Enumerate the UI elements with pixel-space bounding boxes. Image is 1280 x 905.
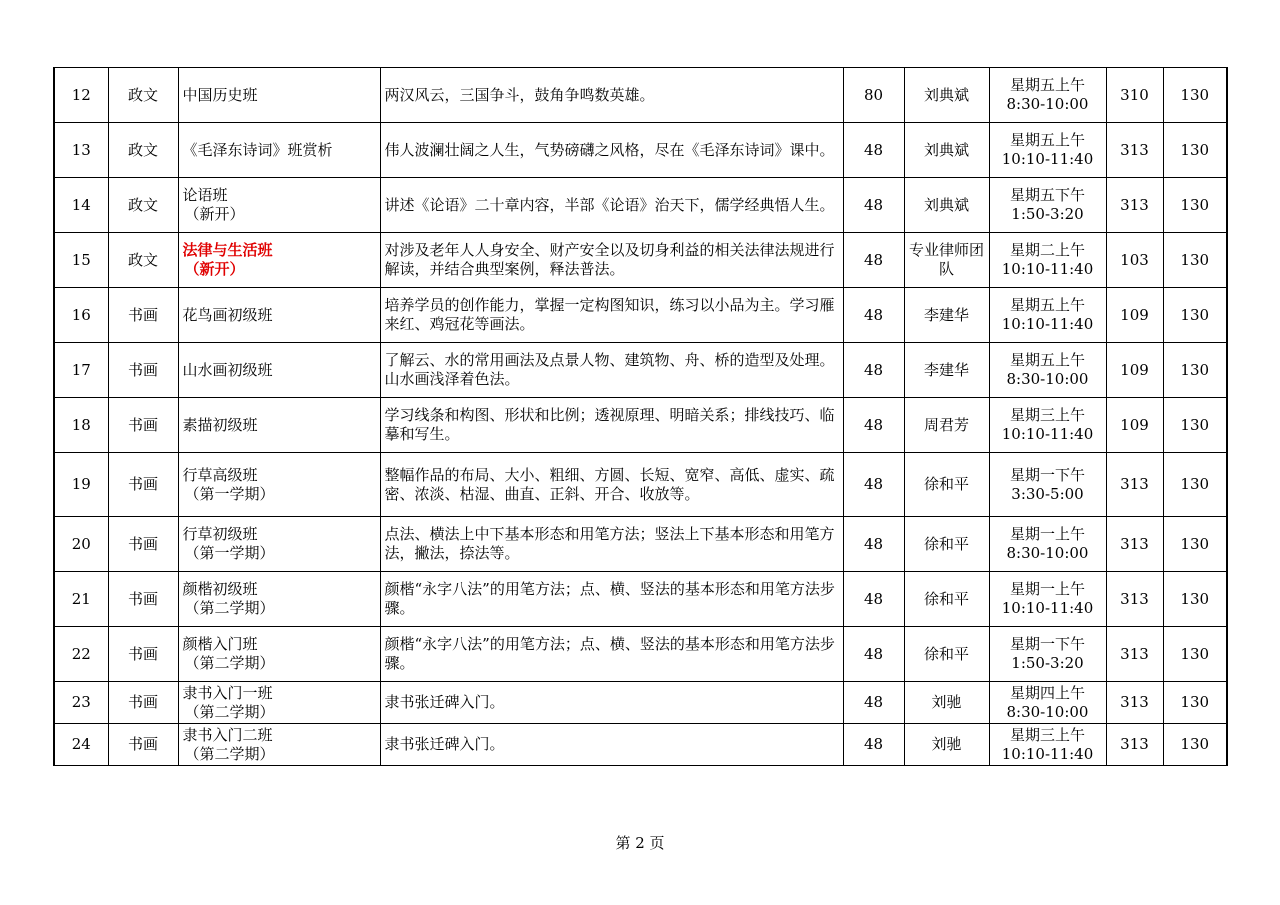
room-number: 313	[1120, 534, 1149, 553]
course-name: 行草初级班	[182, 525, 258, 543]
hours-cell	[843, 517, 904, 572]
room-cell	[1106, 178, 1163, 233]
course-term: （第二学期）	[184, 654, 275, 672]
schedule-cell	[989, 68, 1106, 123]
fee-cell	[1163, 682, 1227, 724]
course-description: 颜楷“永字八法”的用笔方法；点、横、竖法的基本形态和用笔方法步骤。	[384, 635, 835, 672]
row-number: 19	[71, 475, 91, 493]
schedule-time: 10:10-11:40	[1001, 150, 1094, 168]
course-name: 颜楷入门班	[182, 635, 258, 653]
hours-cell	[843, 398, 904, 453]
schedule-time: 8:30-10:00	[1006, 544, 1089, 562]
description-cell	[380, 724, 843, 766]
room-number: 103	[1120, 250, 1149, 269]
course-hours: 48	[863, 250, 884, 269]
page-number: 第 2 页	[615, 834, 665, 852]
teacher-name: 专业律师团队	[908, 241, 984, 278]
room-cell	[1106, 233, 1163, 288]
description-cell	[380, 68, 843, 123]
course-fee: 130	[1180, 250, 1210, 269]
teacher-cell	[904, 453, 989, 517]
course-name-cell	[178, 343, 380, 398]
category-cell	[108, 517, 178, 572]
row-number-cell	[54, 682, 108, 724]
category-cell	[108, 123, 178, 178]
category-cell	[108, 724, 178, 766]
course-description: 伟人波澜壮阔之人生，气势磅礴之风格，尽在《毛泽东诗词》课中。	[384, 140, 835, 159]
course-term: （新开）	[184, 260, 245, 278]
schedule-cell	[989, 233, 1106, 288]
row-number: 23	[71, 693, 91, 711]
hours-cell	[843, 288, 904, 343]
schedule-time: 8:30-10:00	[1006, 370, 1089, 388]
course-description: 讲述《论语》二十章内容，半部《论语》治天下，儒学经典悟人生。	[384, 195, 835, 214]
course-name-cell	[178, 123, 380, 178]
course-name: 颜楷初级班	[182, 580, 258, 598]
category-cell	[108, 682, 178, 724]
table-row	[54, 398, 1227, 453]
room-cell	[1106, 724, 1163, 766]
teacher-cell	[904, 682, 989, 724]
row-number-cell	[54, 123, 108, 178]
course-name: 法律与生活班	[182, 241, 273, 259]
room-number: 109	[1120, 305, 1149, 324]
course-description: 颜楷“永字八法”的用笔方法；点、横、竖法的基本形态和用笔方法步骤。	[384, 580, 835, 617]
category: 政文	[127, 85, 158, 104]
course-fee: 130	[1180, 534, 1210, 553]
teacher-cell	[904, 398, 989, 453]
course-term: （第二学期）	[184, 702, 275, 721]
schedule-time: 10:10-11:40	[1001, 599, 1094, 617]
course-fee: 130	[1180, 475, 1210, 493]
course-name: 花鸟画初级班	[182, 305, 273, 324]
course-term: （第一学期）	[184, 544, 275, 562]
fee-cell	[1163, 724, 1227, 766]
room-number: 310	[1120, 85, 1149, 104]
teacher-cell	[904, 68, 989, 123]
room-number: 313	[1120, 475, 1149, 493]
course-fee: 130	[1180, 305, 1210, 324]
course-name-cell	[178, 68, 380, 123]
category-cell	[108, 233, 178, 288]
teacher-cell	[904, 724, 989, 766]
course-name-cell	[178, 178, 380, 233]
course-name: 素描初级班	[182, 415, 258, 434]
teacher-cell	[904, 343, 989, 398]
row-number: 22	[71, 644, 91, 663]
fee-cell	[1163, 398, 1227, 453]
row-number-cell	[54, 398, 108, 453]
course-hours: 48	[863, 475, 884, 493]
schedule-cell	[989, 682, 1106, 724]
schedule-cell	[989, 288, 1106, 343]
fee-cell	[1163, 233, 1227, 288]
course-name: 中国历史班	[182, 85, 258, 104]
course-term: （第一学期）	[184, 484, 275, 503]
course-hours: 48	[863, 644, 884, 663]
room-cell	[1106, 627, 1163, 682]
course-fee: 130	[1180, 735, 1210, 753]
row-number-cell	[54, 288, 108, 343]
row-number: 18	[71, 415, 91, 434]
teacher-name: 徐和平	[923, 475, 969, 493]
room-number: 313	[1120, 693, 1149, 711]
fee-cell	[1163, 178, 1227, 233]
schedule-day: 星期五上午	[1009, 76, 1085, 94]
teacher-cell	[904, 178, 989, 233]
category: 书画	[127, 360, 158, 379]
row-number-cell	[54, 233, 108, 288]
course-fee: 130	[1180, 644, 1210, 663]
schedule-day: 星期四上午	[1009, 683, 1085, 702]
category-cell	[108, 343, 178, 398]
course-hours: 48	[863, 534, 884, 553]
course-term: （第二学期）	[184, 744, 275, 763]
room-number: 313	[1120, 644, 1149, 663]
table-row	[54, 123, 1227, 178]
course-name: 山水画初级班	[182, 360, 273, 379]
category-cell	[108, 398, 178, 453]
category: 书画	[127, 475, 158, 493]
category-cell	[108, 572, 178, 627]
course-description: 隶书张迁碑入门。	[384, 735, 505, 753]
row-number-cell	[54, 453, 108, 517]
hours-cell	[843, 343, 904, 398]
schedule-day: 星期一下午	[1009, 465, 1085, 484]
hours-cell	[843, 123, 904, 178]
course-description: 学习线条和构图、形状和比例；透视原理、明暗关系；排线技巧、临摹和写生。	[384, 406, 835, 443]
teacher-cell	[904, 517, 989, 572]
schedule-cell	[989, 178, 1106, 233]
course-fee: 130	[1180, 140, 1210, 159]
description-cell	[380, 233, 843, 288]
schedule-time: 8:30-10:00	[1006, 95, 1089, 113]
course-description: 点法、横法上中下基本形态和用笔方法；竖法上下基本形态和用笔方法，撇法，捺法等。	[384, 525, 835, 562]
description-cell	[380, 123, 843, 178]
hours-cell	[843, 178, 904, 233]
course-term: （新开）	[184, 205, 245, 223]
room-number: 109	[1120, 360, 1149, 379]
schedule-time: 10:10-11:40	[1001, 315, 1094, 333]
fee-cell	[1163, 572, 1227, 627]
row-number: 15	[71, 250, 91, 269]
teacher-name: 刘驰	[931, 735, 962, 753]
row-number-cell	[54, 724, 108, 766]
fee-cell	[1163, 517, 1227, 572]
hours-cell	[843, 724, 904, 766]
course-name: 隶书入门二班	[182, 725, 273, 744]
hours-cell	[843, 572, 904, 627]
course-name-cell	[178, 398, 380, 453]
row-number: 13	[71, 140, 91, 159]
schedule-day: 星期一上午	[1009, 525, 1085, 543]
description-cell	[380, 627, 843, 682]
course-description: 两汉风云，三国争斗，鼓角争鸣数英雄。	[384, 85, 655, 104]
row-number: 24	[71, 735, 91, 753]
course-hours: 48	[863, 415, 884, 434]
room-cell	[1106, 343, 1163, 398]
hours-cell	[843, 68, 904, 123]
teacher-name: 徐和平	[923, 589, 969, 608]
room-number: 313	[1120, 589, 1149, 608]
row-number-cell	[54, 178, 108, 233]
teacher-cell	[904, 627, 989, 682]
course-hours: 48	[863, 140, 884, 159]
course-table	[53, 67, 1228, 766]
description-cell	[380, 288, 843, 343]
table-row	[54, 682, 1227, 724]
hours-cell	[843, 627, 904, 682]
category: 书画	[127, 693, 158, 711]
row-number-cell	[54, 572, 108, 627]
hours-cell	[843, 682, 904, 724]
teacher-name: 李建华	[923, 360, 969, 379]
course-fee: 130	[1180, 195, 1210, 214]
row-number-cell	[54, 627, 108, 682]
row-number: 17	[71, 360, 91, 379]
category-cell	[108, 453, 178, 517]
description-cell	[380, 343, 843, 398]
schedule-cell	[989, 517, 1106, 572]
course-name: 行草高级班	[182, 465, 258, 484]
course-name-cell	[178, 233, 380, 288]
schedule-cell	[989, 123, 1106, 178]
teacher-name: 李建华	[923, 305, 969, 324]
category: 书画	[127, 415, 158, 434]
table-row	[54, 233, 1227, 288]
teacher-name: 刘典斌	[923, 85, 969, 104]
teacher-cell	[904, 288, 989, 343]
course-term: （第二学期）	[184, 599, 275, 617]
table-row	[54, 572, 1227, 627]
course-name-cell	[178, 517, 380, 572]
row-number-cell	[54, 68, 108, 123]
table-row	[54, 453, 1227, 517]
room-cell	[1106, 517, 1163, 572]
schedule-day: 星期二上午	[1009, 241, 1085, 259]
table-row	[54, 724, 1227, 766]
description-cell	[380, 453, 843, 517]
category: 书画	[127, 735, 158, 753]
course-name-cell	[178, 288, 380, 343]
schedule-time: 1:50-3:20	[1011, 205, 1084, 223]
row-number: 14	[71, 195, 91, 214]
category: 书画	[127, 305, 158, 324]
schedule-cell	[989, 453, 1106, 517]
course-description: 了解云、水的常用画法及点景人物、建筑物、舟、桥的造型及处理。山水画浅泽着色法。	[384, 351, 835, 388]
course-fee: 130	[1180, 360, 1210, 379]
category: 书画	[127, 589, 158, 608]
schedule-day: 星期三上午	[1009, 406, 1085, 424]
course-fee: 130	[1180, 589, 1210, 608]
schedule-cell	[989, 572, 1106, 627]
fee-cell	[1163, 123, 1227, 178]
teacher-name: 刘驰	[931, 693, 962, 711]
teacher-name: 徐和平	[923, 534, 969, 553]
category: 书画	[127, 644, 158, 663]
fee-cell	[1163, 288, 1227, 343]
schedule-day: 星期一下午	[1009, 635, 1085, 653]
fee-cell	[1163, 453, 1227, 517]
course-hours: 48	[863, 693, 884, 711]
schedule-day: 星期五下午	[1009, 186, 1085, 204]
row-number-cell	[54, 343, 108, 398]
category-cell	[108, 627, 178, 682]
schedule-time: 8:30-10:00	[1006, 702, 1089, 721]
course-description: 隶书张迁碑入门。	[384, 693, 505, 711]
row-number: 20	[71, 534, 91, 553]
room-cell	[1106, 453, 1163, 517]
room-cell	[1106, 398, 1163, 453]
table-row	[54, 288, 1227, 343]
room-number: 109	[1120, 415, 1149, 434]
category: 政文	[127, 195, 158, 214]
schedule-time: 10:10-11:40	[1001, 260, 1094, 278]
course-hours: 48	[863, 735, 884, 753]
room-cell	[1106, 288, 1163, 343]
description-cell	[380, 517, 843, 572]
course-hours: 48	[863, 360, 884, 379]
course-name-cell	[178, 724, 380, 766]
schedule-day: 星期三上午	[1009, 725, 1085, 744]
course-name: 隶书入门一班	[182, 683, 273, 702]
category: 政文	[127, 140, 158, 159]
course-name-cell	[178, 682, 380, 724]
teacher-name: 徐和平	[923, 644, 969, 663]
description-cell	[380, 572, 843, 627]
course-description: 对涉及老年人人身安全、财产安全以及切身利益的相关法律法规进行解读，并结合典型案例，释法普法。	[384, 241, 835, 278]
schedule-time: 1:50-3:20	[1011, 654, 1084, 672]
course-hours: 80	[863, 85, 884, 104]
table-row	[54, 627, 1227, 682]
schedule-time: 10:10-11:40	[1001, 425, 1094, 443]
course-name-cell	[178, 453, 380, 517]
room-number: 313	[1120, 735, 1149, 753]
description-cell	[380, 178, 843, 233]
category-cell	[108, 288, 178, 343]
hours-cell	[843, 233, 904, 288]
fee-cell	[1163, 68, 1227, 123]
course-name-cell	[178, 572, 380, 627]
description-cell	[380, 398, 843, 453]
course-hours: 48	[863, 589, 884, 608]
teacher-name: 刘典斌	[923, 195, 969, 214]
category: 政文	[127, 250, 158, 269]
teacher-cell	[904, 123, 989, 178]
room-number: 313	[1120, 195, 1149, 214]
table-row	[54, 517, 1227, 572]
schedule-cell	[989, 398, 1106, 453]
category: 书画	[127, 534, 158, 553]
description-cell	[380, 682, 843, 724]
course-fee: 130	[1180, 85, 1210, 104]
schedule-day: 星期五上午	[1009, 296, 1085, 314]
course-fee: 130	[1180, 415, 1210, 434]
room-number: 313	[1120, 140, 1149, 159]
course-fee: 130	[1180, 693, 1210, 711]
schedule-day: 星期五上午	[1009, 351, 1085, 369]
schedule-cell	[989, 343, 1106, 398]
fee-cell	[1163, 627, 1227, 682]
teacher-cell	[904, 233, 989, 288]
table-row	[54, 68, 1227, 123]
course-hours: 48	[863, 195, 884, 214]
course-name-cell	[178, 627, 380, 682]
course-name: 论语班	[182, 186, 228, 204]
hours-cell	[843, 453, 904, 517]
course-description: 整幅作品的布局、大小、粗细、方圆、长短、宽窄、高低、虚实、疏密、浓淡、枯湿、曲直、正斜、开合、收放等。	[384, 465, 835, 503]
schedule-time: 3:30-5:00	[1011, 484, 1084, 503]
schedule-cell	[989, 724, 1106, 766]
room-cell	[1106, 572, 1163, 627]
row-number: 16	[71, 305, 91, 324]
course-hours: 48	[863, 305, 884, 324]
row-number-cell	[54, 517, 108, 572]
room-cell	[1106, 123, 1163, 178]
category-cell	[108, 178, 178, 233]
course-table-body	[54, 68, 1227, 766]
category-cell	[108, 68, 178, 123]
row-number: 12	[71, 85, 91, 104]
teacher-name: 刘典斌	[923, 140, 969, 159]
teacher-name: 周君芳	[923, 415, 969, 434]
schedule-time: 10:10-11:40	[1001, 744, 1094, 763]
schedule-day: 星期五上午	[1009, 131, 1085, 149]
room-cell	[1106, 682, 1163, 724]
room-cell	[1106, 68, 1163, 123]
schedule-day: 星期一上午	[1009, 580, 1085, 598]
table-row	[54, 178, 1227, 233]
schedule-cell	[989, 627, 1106, 682]
course-name: 《毛泽东诗词》班赏析	[182, 140, 333, 159]
table-row	[54, 343, 1227, 398]
row-number: 21	[71, 589, 91, 608]
teacher-cell	[904, 572, 989, 627]
course-description: 培养学员的创作能力，掌握一定构图知识，练习以小品为主。学习雁来红、鸡冠花等画法。	[384, 296, 835, 333]
fee-cell	[1163, 343, 1227, 398]
